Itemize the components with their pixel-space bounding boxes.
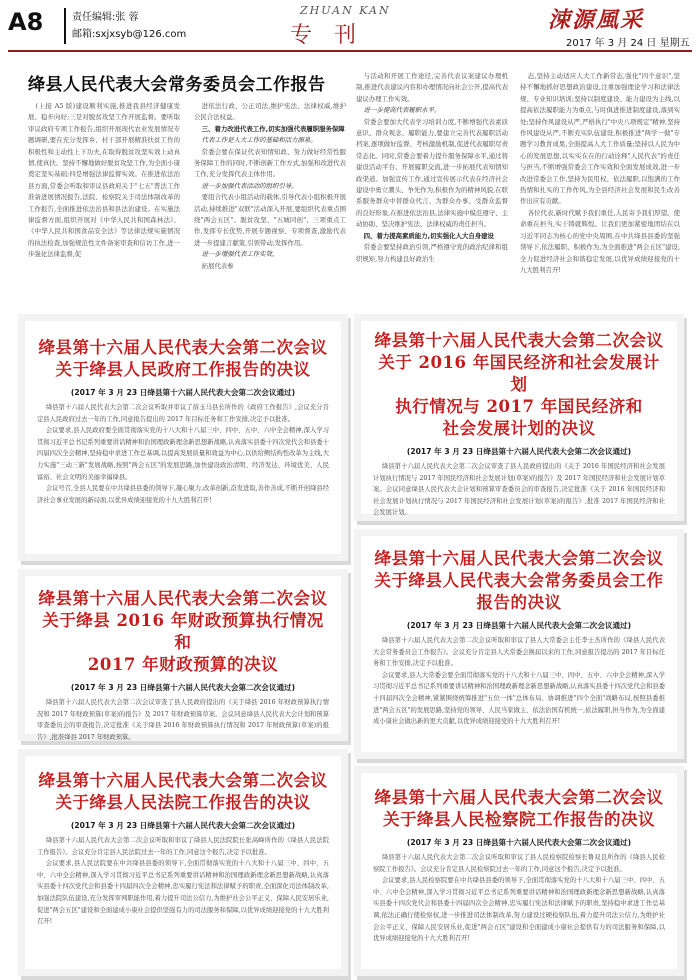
lead-column-1 (28, 101, 180, 301)
resolution-paragraph: 会议要求,县人大常委会要全面贯彻落实党的十八大和十八届三中、四中、五中、六中全会精神,深入学习贯彻习近平总书记系列重要讲话精神和治国理政新理念新思想新战略,认真落实县委十四次党代会和县委十四届四次全会精神,紧紧围绕统筹推进"五位一体"总体布局、协调推进"四个全面"战略布局,按照县委推进"两会五区"的发展思路,坚持党的领导、人民当家做主、依法治国有机统一,依法履职,担当作为,为全面建成小康社会做出新的更大贡献,以优异成绩迎接党的十九大胜利召开! (373, 671, 665, 726)
resolution-card-economic-plan (360, 320, 678, 515)
brand-logo: 涑源風采 (548, 7, 645, 33)
resolution-title-line: 绛县第十六届人民代表大会第二次会议 (38, 589, 328, 608)
resolution-title-line: 社会发展计划的决议 (442, 419, 596, 438)
resolution-title-line: 关于 2016 年国民经济和社会发展计划 (378, 353, 660, 394)
issue-date: 2017 年 3 月 24 日 星期五 (566, 38, 690, 49)
resolution-title (37, 588, 329, 676)
resolution-title-line: 2017 年财政预算的决议 (87, 655, 279, 674)
resolution-full-title (37, 814, 38, 815)
article-paragraph: (上接 A5 版)建设顺利实施,推进我县经济健康发展、稳步向好;三是对脱贫攻坚工作开展监督。要听取审议政府专项工作报告,组织开展现代农业发展情况专题调研,要在充分发挥乡、村干部开展精准扶贫工作的积极性和主动性上下功夫,在取得脱贫攻坚实效上动真情,使真扶、坚持不懈地做好脱贫攻坚工作,为全面小康奠定坚实基础;四是增强法律监督实效。在推进依法治县方面,常委会听取和审议县政府关于"七五"普法工作准备进展情况报告,法院、检察院关于司法体制改革的工作报告,全面推进依法治县和县法治建设。在实施法律监督方面,组织开展对《中华人民共和国森林法》、《中华人民共和国食品安全法》等法律法规实施情况的执法检查,加强规范性文件备案审查和信访工作,进一步强化法律监督,促 (28, 102, 180, 259)
resolution-card-government (24, 320, 342, 555)
resolution-paragraph: 会议要求,县人民检察院要在中共绛县县委的领导下,全面贯彻落实党的十八大和十八届三中、四中、五中、六中全会精神,深入学习贯彻习近平总书记系列重要讲话精神和治国理政新理念新思想新战略,认真落实县委十四次党代会和县委十四届四次全会精神,忠实履行宪法和法律赋予的职责,坚持稳中求进工作总基调,依法正确行使检察权,进一步推进司法体制改革,努力建设过硬检察队伍,着力提升司法公信力,为维护社会公平正义、保障人民安居乐业,促进"两会五区"建设和全面建成小康社会提供有力的司法服务和保障,以优异成绩迎接党的十九大胜利召开! (373, 877, 665, 943)
article-subheading: 代表工作是人大工作的基础和活力源泉。 (201, 136, 317, 145)
article-paragraph: 进依法行政、公正司法,维护宪法、法律权威,维护公民合法权益。 (194, 102, 346, 122)
resolution-paragraph: 绛县第十六届人民代表大会第二次会议听取和审议了绛县人民法院院长张高峰所作的《绛县人民法院工作报告》。会议充分肯定县人民法院过去一年的工作,同意这个报告,决定予以批准。 (37, 837, 329, 856)
resolution-body (37, 697, 329, 743)
resolution-full-title (37, 381, 38, 382)
column-name: 专刊 (290, 23, 379, 48)
editor-credit: 责任编辑:张 蓉 (72, 12, 139, 23)
email-credit: 邮箱:sxjxsyb@126.com (72, 29, 187, 40)
resolution-body (37, 835, 329, 928)
resolution-subtitle: (2017 年 3 月 23 日绛县第十六届人民代表大会第二次会议通过) (70, 683, 296, 692)
masthead-divider (64, 8, 66, 44)
resolution-card-procuratorate (360, 772, 678, 970)
masthead (0, 0, 700, 58)
article-paragraph: 各位代表,新时代赋予我们重任,人民寄予我们厚望。使命重在担当,实干铸就辉煌。让我们更加紧密地团结在以习近平同志为核心的党中央周围,在中共绛县县委的坚强领导下,依法履职、积极作为,为全面推进"两会五区"建设,全力促进经济社会和谐稳定发展,以优异成绩迎接党的十九大胜利召开! (520, 208, 680, 274)
resolution-paragraph: 绛县第十六届人民代表大会第二次会议听取和审议了县人民检察院检察长鲁双良所作的《绛县人民检察院工作报告》。会议充分肯定县人民检察院过去一年的工作,同意这个报告,决定予以批准。 (373, 854, 665, 873)
resolution-title-line: 绛县第十六届人民代表大会第二次会议 (374, 549, 664, 568)
resolution-full-title (373, 440, 374, 441)
lead-column-3 (356, 71, 508, 303)
resolution-title (37, 770, 329, 814)
lead-article-title: 绛县人民代表大会常务委员会工作报告 (28, 75, 326, 95)
article-subheading: 进一步提高代表履职水平。 (363, 106, 441, 115)
resolution-body (373, 852, 665, 945)
page-number: A8 (8, 8, 44, 36)
resolution-subtitle: (2017 年 3 月 23 日绛县第十六届人民代表大会第二次会议通过) (406, 447, 632, 456)
resolution-title (373, 330, 665, 440)
article-paragraph: 常委会要坚持政治引领,严格遵守党的政治纪律和组织规矩,努力构建良好政治生 (356, 243, 508, 263)
resolution-title-line: 绛县第十六届人民代表大会第二次会议 (38, 338, 328, 357)
resolution-title-line: 关于绛县人民法院工作报告的决议 (55, 793, 311, 812)
resolution-title (37, 337, 329, 381)
article-paragraph: 与活动和开展工作途径,完善代表议案建议办理机制,推进代表建议内容和办理情况向社会公开,提高代表建议办理工作实效。 (356, 72, 508, 103)
resolution-body (373, 635, 665, 728)
lead-column-2 (194, 101, 346, 301)
article-paragraph: 常委会要加大代表学习培训力度,不断增强代表素质意识、群众观念、履职能力,要建立完善代表履职活动档案,逐项做好监督、考核激励机制,促进代表履职尽责常态化。同时,常委会要着力提升服务保障水平,通过将建设活动平台、开展履职交流,进一步拓展代表知情知政渠道。加强宣传工作,通过宣传展示代表在经济社会建设中勇立潮头、争先作为,积极作为的精神风貌,在联系服务群众中替群众代言、为群众办事、受群众监督的良好形象,在推进依法治县,法律实施中模范遵守、主动协助、坚决维护宪法、法律权威的责任担当。 (356, 117, 508, 229)
resolution-paragraph: 会议号召,全县人民要在中共绛县县委的领导下,凝心聚力,改革创新,奋发进取,善作善成,不断开创绛县经济社会事业发展的新局面,以优异成绩迎接党的十九大胜利召开! (37, 485, 329, 504)
article-subheading: 进一步加强代表活动的组织引导。 (201, 181, 298, 190)
resolution-full-title (373, 831, 374, 832)
resolution-body (373, 461, 665, 519)
resolution-title-line: 绛县第十六届人民代表大会第二次会议 (374, 788, 664, 807)
resolution-title-line: 执行情况与 2017 年国民经济和 (395, 397, 643, 416)
resolution-paragraph: 绛县第十六届人民代表大会第二次会议审查了县人民政府提出的《关于 2016 年国民经济和社会发展计划执行情况与 2017 年国民经济和社会发展计划(草案)的报告》及 2017 年国民经济和社会发展计划草案。会议同意绛县人民代表大会计划和预算审查委员会的审查报告,决定批准《关于 2016 年国民经济和社会发展计划执行情况与 2017 年国民经济和社会发展计划(草案)的报告》,批准 2017 年国民经济和社会发展计划。 (373, 463, 665, 517)
lead-column-4 (520, 71, 680, 303)
resolution-full-title (373, 614, 374, 615)
resolution-title-line: 关于绛县人民代表大会常务委员会工作 (374, 571, 664, 590)
resolution-paragraph: 绛县第十六届人民代表大会第二次会议听取和审议了县人大常委会主任李士杰所作的《绛县人民代表大会常务委员会工作报告》。会议充分肯定县人大常委会换届以来的工作,同意报告提出的 2017 年目标任务和工作安排,决定予以批准。 (373, 637, 665, 668)
resolution-card-standing-committee (360, 535, 678, 753)
article-paragraph: 常委会要在保证代表知情知政、努力做好经常性服务保障工作的同时,不断创新工作方式,加强和改进代表工作,充分发挥代表主体作用。 (194, 147, 346, 179)
resolution-paragraph: 绛县第十六届人民代表大会第二次会议审查了县人民政府提出的《关于绛县 2016 年财政预算执行情况和 2017 年财政预算(草案)的报告》及 2017 年财政预算草案。会议同意绛县人民代表大会计划和预算审查委员会的审查报告,决定批准《关于绛县 2016 年财政预算执行情况和 2017 年财政预算(草案)的报告》,批准绛县 2017 年财政预算。 (37, 699, 329, 741)
article-paragraph: 拓展代表参 (201, 261, 234, 270)
resolution-title-line: 关于绛县人民政府工作报告的决议 (55, 360, 311, 379)
resolution-paragraph: 会议要求,县人民法院要在中共绛县县委的领导下,全面贯彻落实党的十八大和十八届三中、四中、五中、六中全会精神,深入学习贯彻习近平总书记系列重要讲话精神和治国理政新理念新思想新战略,认真落实县委十四次党代会和县委十四届四次全会精神,忠实履行宪法和法律赋予的职责,全面深化司法体制改革,加强法院队伍建设,充分发挥审判职能作用,着力提升司法公信力,为维护社会公平正义、保障人民安居乐业,促进"两会五区"建设和全面建成小康社会提供坚强有力的司法服务和保障,以优异成绩迎接党的十九大胜利召开! (37, 860, 329, 926)
resolution-subtitle: (2017 年 3 月 23 日绛县第十六届人民代表大会第二次会议通过) (70, 821, 296, 830)
resolution-full-title (37, 676, 38, 677)
resolution-title (373, 548, 665, 614)
article-paragraph: 要组合代表小组活动的载体,引导代表小组积极开展活动,持续推进"双联"活动深入开展,要组织代表重点围绕"两会五区"、脱贫攻坚、"五城同创"、三项重点工作,发挥专长优势,开展专题视察、专项督查,激励代表进一步提建言献策,引领带动,发挥作用。 (194, 193, 346, 247)
resolution-body (37, 402, 329, 506)
resolution-paragraph: 绛县第十六届人民代表大会第二次会议听取并审议了薛玉马县长所作的《政府工作报告》,会议充分肯定县人民政府过去一年的工作,同意报告提出的 2017 年目标任务和工作安排,决定予以批准。 (37, 404, 329, 423)
resolution-title-line: 关于绛县人民检察院工作报告的决议 (383, 810, 655, 829)
resolution-title-line: 报告的决议 (476, 593, 562, 612)
resolution-subtitle: (2017 年 3 月 23 日绛县第十六届人民代表大会第二次会议通过) (70, 388, 296, 397)
article-paragraph: 态,坚持主动适应人大工作新常态,强化"四个意识",坚持不懈地抓好思想政治建设,注重加强理论学习和法律法规、专业知识培训;坚持以制度建设、能力建设为主线,以提高依法履职能力为重点,与时俱进推进制度建设,落到实处;坚持作风建设从严,严格执行"中央八项规定"精神,坚持作风建设从严,不断充实队伍建设,积极推进"两学一做"专题学习教育成果,全面提高人大工作质量;坚持以人民为中心的发展思想,以实实在在的行动诠释"人民代表"的责任与担当,不断增强常委会工作实效和全面发展成效,进一步改进常委会工作,坚持为民用权、依法履职,以饱满的工作热情和扎实的工作作风,为全县经济社会发展和民生改善作出应有贡献。 (520, 72, 680, 206)
article-section-heading: 四、着力提高素质能力,切实强化人大自身建设 (363, 231, 494, 240)
resolution-title-line: 关于绛县 2016 年财政预算执行情况和 (42, 611, 324, 652)
credits (72, 9, 186, 43)
masthead-rule (8, 50, 692, 52)
resolution-paragraph: 会议要求,县人民政府要全面贯彻落实党的十八大和十八届三中、四中、五中、六中全会精神,深入学习贯彻习近平总书记系列重要讲话精神和治国理政新理念新思想新战略,认真落实县委十四次党代会和县委十四届四次全会精神,坚持稳中求进工作总基调,以提高发展质量和效益为中心,以供给侧结构性改革为主线,大力实施"三动三新"发展战略,按照"两会五区"的发展思路,加快建设政治清明、经济发达、环境优美、人民富裕、社会文明的美丽幸福绛县。 (37, 427, 329, 481)
resolution-card-budget (24, 575, 342, 741)
resolution-title-line: 绛县第十六届人民代表大会第二次会议 (38, 771, 328, 790)
article-subheading: 进一步增强代表工作实效。 (201, 250, 279, 259)
resolution-title-line: 绛县第十六届人民代表大会第二次会议 (374, 331, 664, 350)
resolution-title (373, 787, 665, 831)
column-pinyin: ZHUAN KAN (300, 4, 391, 17)
resolution-card-court (24, 755, 342, 970)
article-section-heading: 三、着力改进代表工作,切实加强代表履职服务保障 (201, 124, 345, 133)
resolution-subtitle: (2017 年 3 月 23 日绛县第十六届人民代表大会第二次会议通过) (406, 838, 632, 847)
resolution-subtitle: (2017 年 3 月 23 日绛县第十六届人民代表大会第二次会议通过) (406, 621, 632, 630)
